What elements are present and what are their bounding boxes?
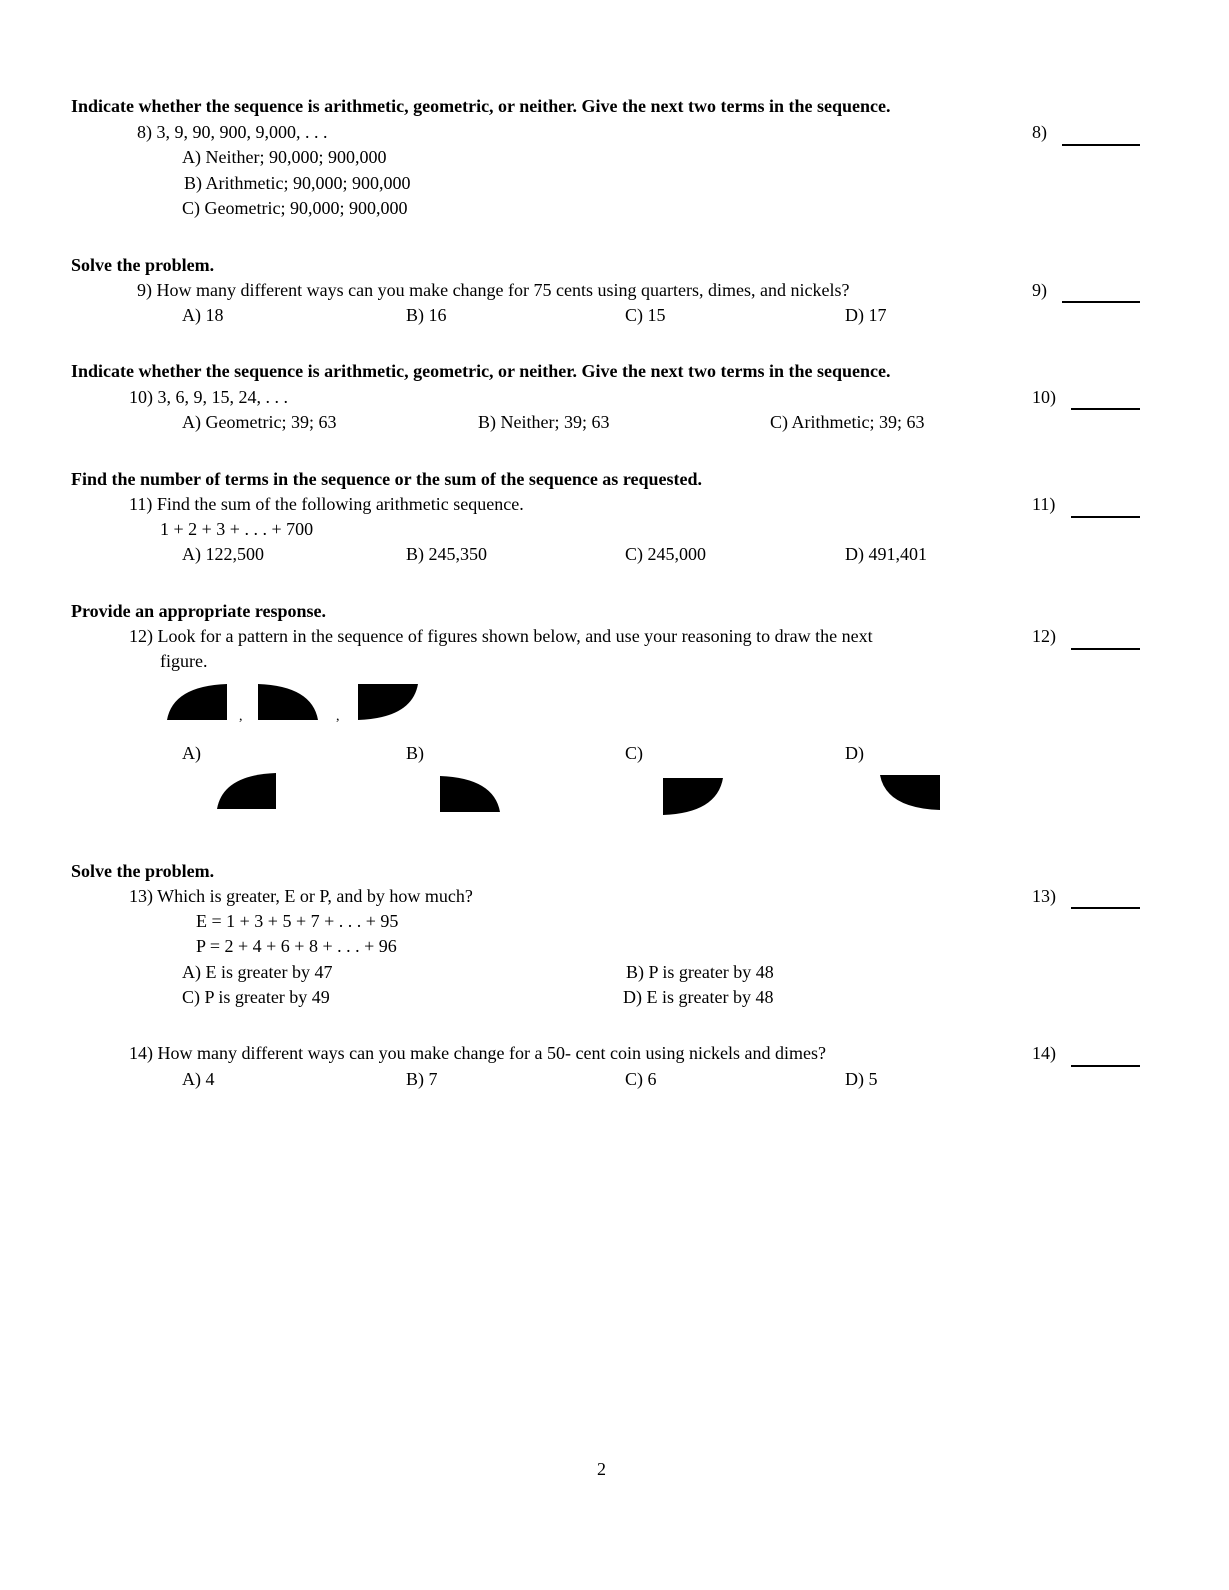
answer-option-c: C) 245,000 [625,544,706,564]
question-stem: 12) Look for a pattern in the sequence of figures shown below, and use your reasoning to draw the next [129,626,873,646]
question-stem: 11) Find the sum of the following arithmetic sequence. [129,494,524,514]
section-instruction: Provide an appropriate response. [71,601,327,621]
answer-option-d: D) 491,401 [845,544,927,564]
figure-separator: , [239,709,243,724]
quarter-circle-figure-3 [358,684,418,720]
question-stem: 14) How many different ways can you make change for a 50- cent coin using nickels and dimes? [129,1043,826,1063]
option-a-figure [217,773,276,809]
answer-option-c: C) [625,743,643,763]
answer-number: 11) [1032,494,1056,514]
section-instruction: Solve the problem. [71,255,215,275]
answer-number: 13) [1032,886,1056,906]
answer-blank[interactable] [1071,648,1140,650]
answer-option-b: B) 245,350 [406,544,487,564]
answer-option-d: D) 17 [845,305,887,325]
answer-number: 12) [1032,626,1056,646]
answer-option-c: C) 15 [625,305,666,325]
question-stem: 13) Which is greater, E or P, and by how much? [129,886,473,906]
answer-option-b: B) 16 [406,305,447,325]
answer-option-a: A) Geometric; 39; 63 [182,412,337,432]
answer-blank[interactable] [1062,144,1140,146]
answer-option-d: D) 5 [845,1069,878,1089]
option-b-figure [440,776,500,812]
answer-option-a: A) 4 [182,1069,215,1089]
answer-option-b: B) 7 [406,1069,438,1089]
answer-option-b: B) P is greater by 48 [626,962,774,982]
question-stem: 10) 3, 6, 9, 15, 24, . . . [129,387,288,407]
quarter-circle-figure-1 [167,684,227,720]
sequence-expression: 1 + 2 + 3 + . . . + 700 [160,519,314,539]
figure-separator: , [336,709,340,724]
answer-option-c: C) Geometric; 90,000; 900,000 [182,198,408,218]
answer-option-a: A) [182,743,201,763]
answer-blank[interactable] [1071,1065,1140,1067]
page-number: 2 [597,1459,606,1479]
answer-blank[interactable] [1071,516,1140,518]
answer-option-c: C) Arithmetic; 39; 63 [770,412,925,432]
section-instruction: Indicate whether the sequence is arithmetic, geometric, or neither. Give the next two terms in the sequence. [71,96,891,116]
answer-option-d: D) E is greater by 48 [623,987,774,1007]
answer-option-d: D) [845,743,864,763]
question-stem: 9) How many different ways can you make change for 75 cents using quarters, dimes, and nickels? [137,280,850,300]
answer-option-b: B) Neither; 39; 63 [478,412,610,432]
answer-option-b: B) Arithmetic; 90,000; 900,000 [184,173,411,193]
answer-option-a: A) E is greater by 47 [182,962,333,982]
section-instruction: Find the number of terms in the sequence or the sum of the sequence as requested. [71,469,702,489]
answer-blank[interactable] [1071,408,1140,410]
answer-option-a: A) Neither; 90,000; 900,000 [182,147,387,167]
sum-expression-p: P = 2 + 4 + 6 + 8 + . . . + 96 [196,936,397,956]
answer-blank[interactable] [1062,301,1140,303]
option-c-figure [663,778,723,815]
answer-option-c: C) 6 [625,1069,657,1089]
sum-expression-e: E = 1 + 3 + 5 + 7 + . . . + 95 [196,911,399,931]
quarter-circle-figure-2 [258,684,318,720]
section-instruction: Solve the problem. [71,861,215,881]
option-d-figure [880,775,940,810]
answer-option-a: A) 18 [182,305,224,325]
answer-option-c: C) P is greater by 49 [182,987,330,1007]
answer-blank[interactable] [1071,907,1140,909]
answer-number: 10) [1032,387,1056,407]
answer-number: 8) [1032,122,1047,142]
question-stem-continued: figure. [160,651,208,671]
answer-number: 9) [1032,280,1047,300]
answer-number: 14) [1032,1043,1056,1063]
question-stem: 8) 3, 9, 90, 900, 9,000, . . . [137,122,328,142]
section-instruction: Indicate whether the sequence is arithmetic, geometric, or neither. Give the next two terms in the sequence. [71,361,891,381]
answer-option-b: B) [406,743,424,763]
answer-option-a: A) 122,500 [182,544,264,564]
